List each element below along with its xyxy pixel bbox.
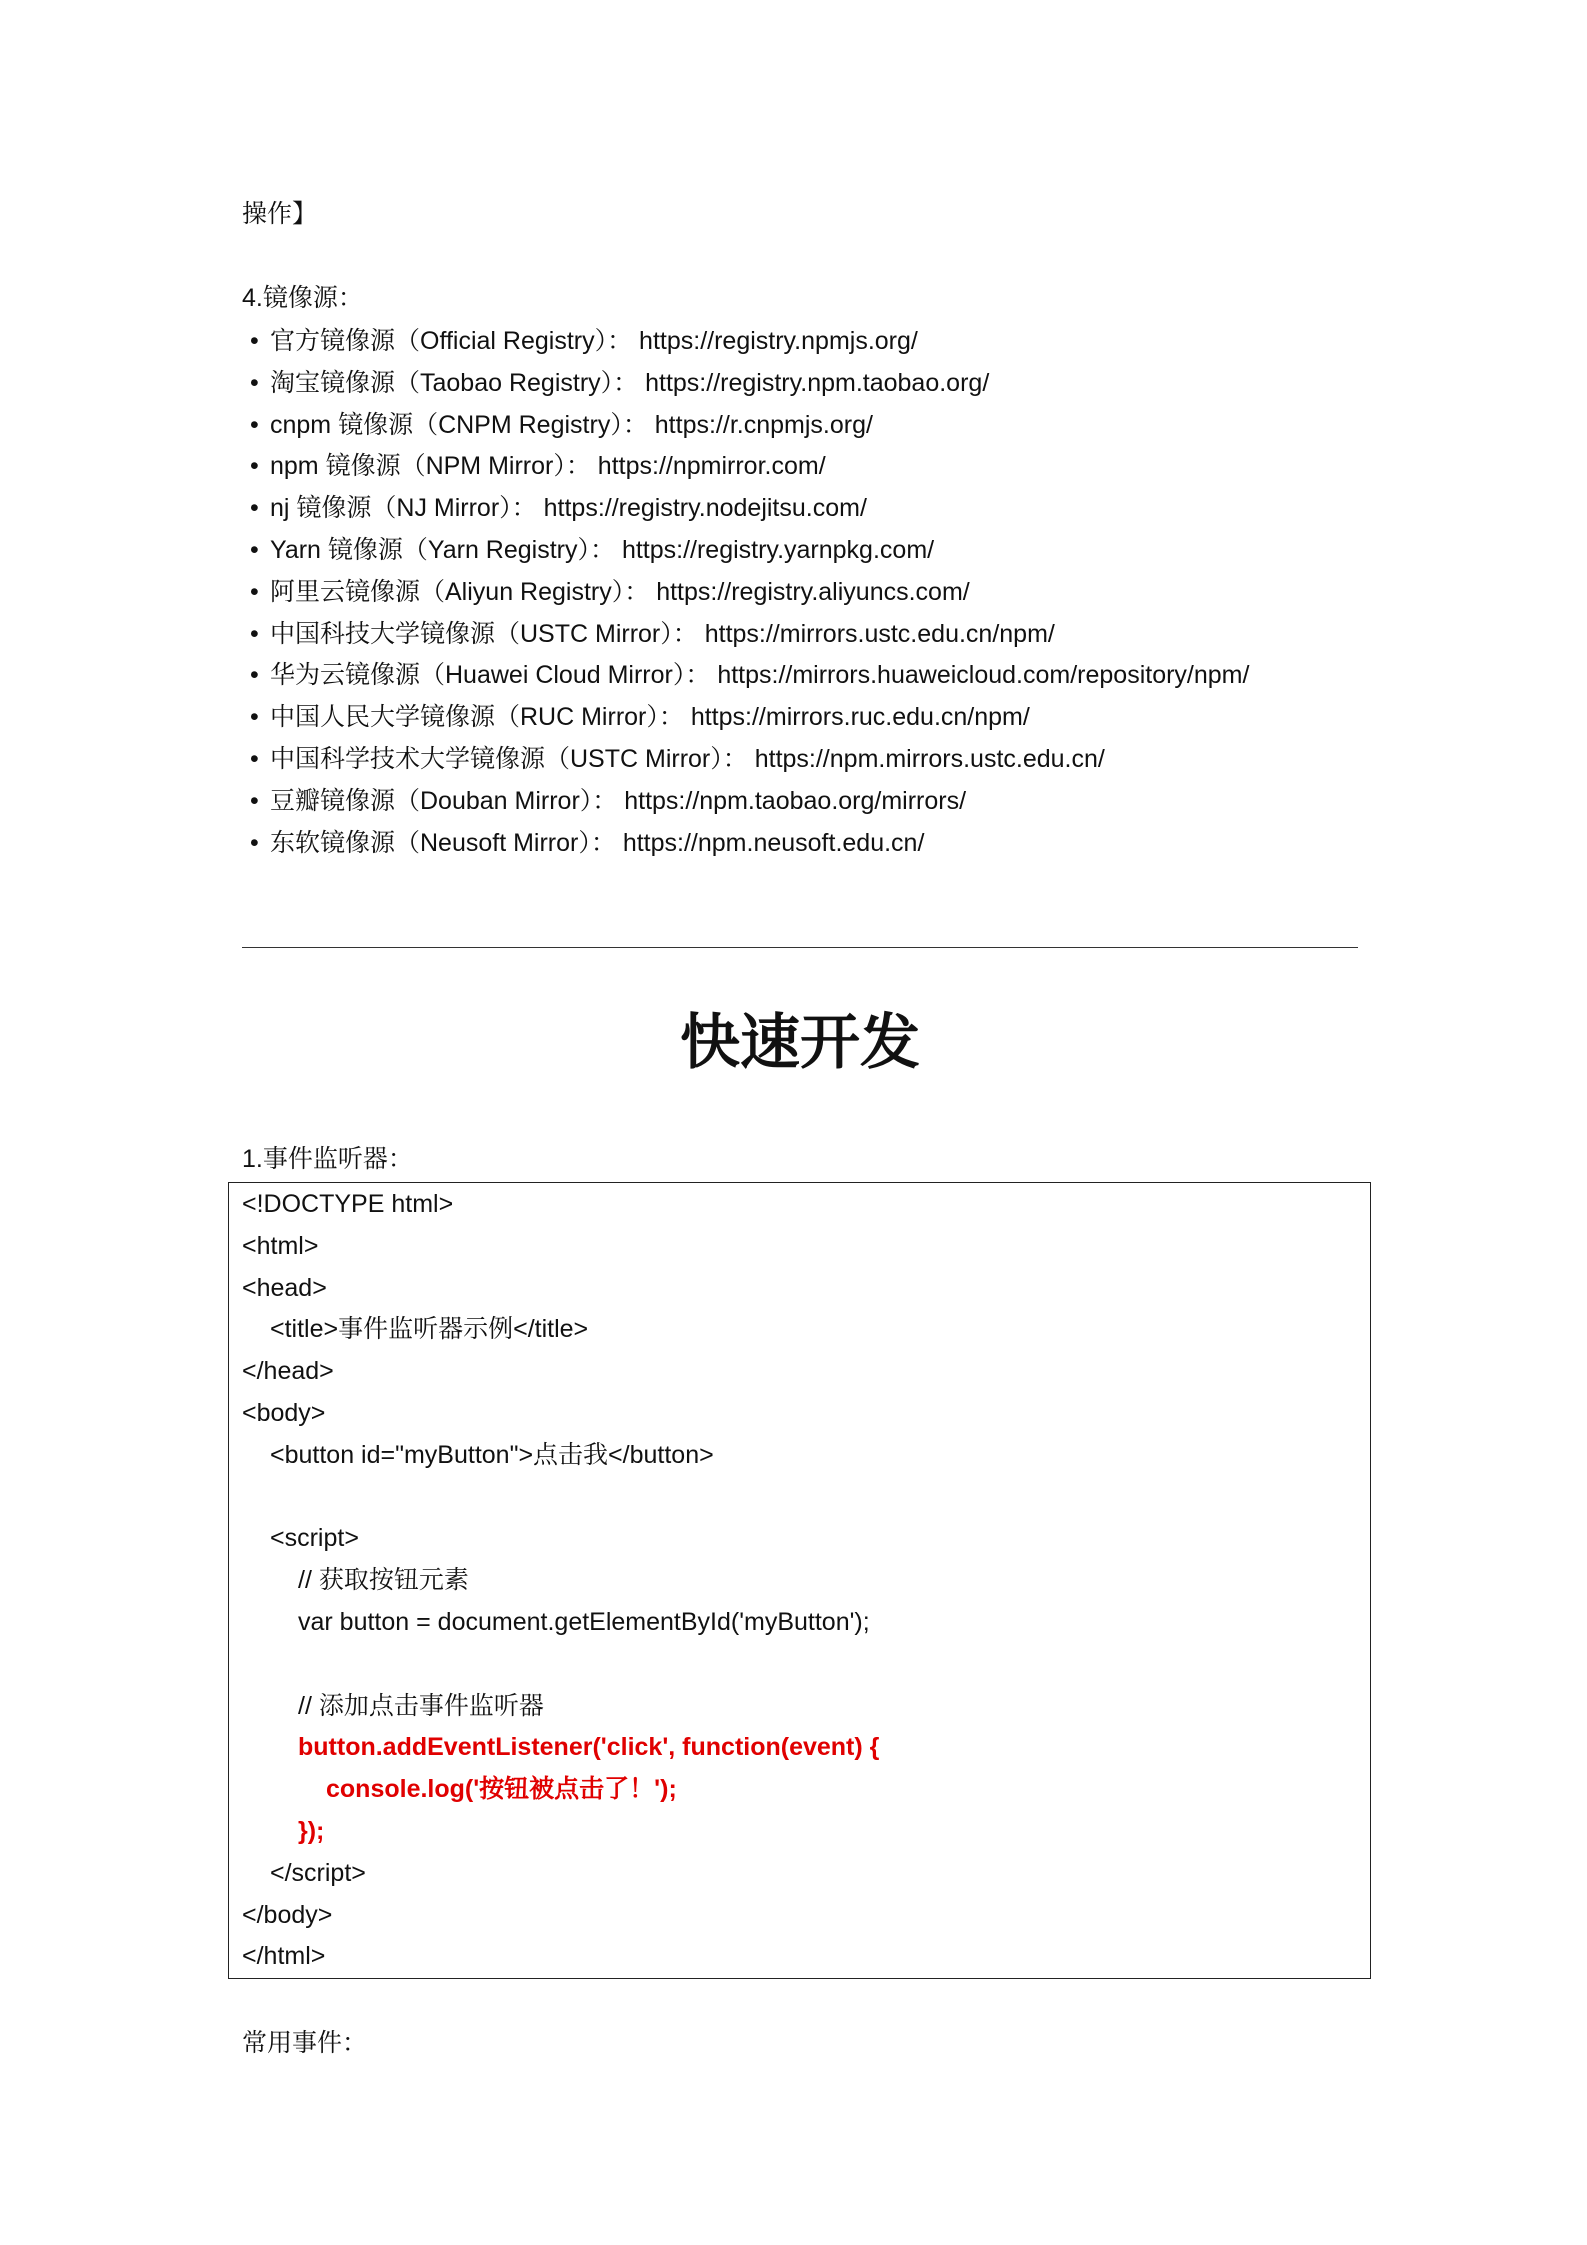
- mirror-url[interactable]: https://npm.mirrors.ustc.edu.cn/: [754, 745, 1105, 773]
- code-line: console.log('按钮被点击了！');: [326, 1775, 677, 1804]
- mirror-url[interactable]: https://mirrors.ruc.edu.cn/npm/: [690, 703, 1030, 732]
- mirror-url[interactable]: https://registry.nodejitsu.com/: [543, 494, 867, 523]
- bullet-icon: •: [250, 828, 259, 857]
- code-line: var button = document.getElementById('myButton');: [298, 1608, 870, 1636]
- mirror-label: 中国人民大学镜像源（RUC Mirror）：: [270, 703, 684, 732]
- mirror-label: 中国科技大学镜像源（USTC Mirror）：: [270, 619, 698, 648]
- code-line: <head>: [242, 1273, 327, 1302]
- mirror-label: 华为云镜像源（Huawei Cloud Mirror）：: [270, 661, 711, 690]
- mirror-item: [250, 785, 966, 817]
- code-line: <!DOCTYPE html>: [242, 1190, 454, 1218]
- code-line: // 获取按钮元素: [298, 1566, 469, 1595]
- mirror-label: 豆瓣镜像源（Douban Mirror）：: [270, 786, 618, 815]
- mirror-item: [250, 367, 989, 399]
- mirror-label: 淘宝镜像源（Taobao Registry）：: [270, 368, 639, 397]
- common-events-heading: 常用事件：: [242, 2029, 368, 2057]
- code-line: </html>: [242, 1942, 326, 1971]
- mirror-url[interactable]: https://r.cnpmjs.org/: [654, 410, 873, 439]
- mirror-item: [250, 492, 867, 524]
- mirror-label: cnpm 镜像源（CNPM Registry）：: [270, 410, 648, 439]
- mirror-url[interactable]: https://npm.neusoft.edu.cn/: [622, 828, 925, 857]
- bullet-icon: •: [250, 368, 259, 397]
- mirror-item: [250, 325, 918, 357]
- bullet-icon: •: [250, 619, 259, 648]
- mirror-item: [250, 576, 970, 608]
- mirror-item: [250, 827, 924, 859]
- code-line: <body>: [242, 1399, 326, 1427]
- mirror-item: [250, 659, 1249, 691]
- mirror-item: [250, 743, 1105, 775]
- code-line: // 添加点击事件监听器: [298, 1691, 544, 1720]
- bullet-icon: •: [250, 494, 259, 523]
- code-line: </script>: [270, 1858, 366, 1887]
- bullet-icon: •: [250, 786, 259, 815]
- code-line: <script>: [270, 1524, 359, 1553]
- bullet-icon: •: [250, 536, 259, 564]
- listener-heading: 1.事件监听器：: [242, 1145, 413, 1173]
- mirror-url[interactable]: https://registry.npmjs.org/: [639, 327, 918, 355]
- section-title: 快速开发: [680, 1009, 920, 1076]
- code-line: <html>: [242, 1231, 319, 1260]
- bullet-icon: •: [250, 661, 259, 690]
- mirror-label: 阿里云镜像源（Aliyun Registry）：: [270, 577, 650, 606]
- previous-section-tail: 操作】: [242, 200, 318, 228]
- mirror-label: npm 镜像源（NPM Mirror）：: [270, 452, 591, 481]
- mirror-label: 东软镜像源（Neusoft Mirror）：: [270, 828, 616, 857]
- mirror-url[interactable]: https://registry.aliyuncs.com/: [656, 577, 970, 606]
- bullet-icon: •: [250, 452, 259, 481]
- mirror-item: [250, 450, 826, 482]
- mirror-item: [250, 701, 1030, 733]
- bullet-icon: •: [250, 410, 259, 439]
- code-line: <button id="myButton">点击我</button>: [270, 1440, 714, 1469]
- mirror-url[interactable]: https://registry.npm.taobao.org/: [645, 368, 990, 397]
- mirror-url[interactable]: https://mirrors.ustc.edu.cn/npm/: [704, 619, 1055, 648]
- code-line: button.addEventListener('click', function(event) {: [298, 1733, 880, 1762]
- mirror-label: Yarn 镜像源（Yarn Registry）：: [270, 536, 615, 564]
- bullet-icon: •: [250, 577, 259, 606]
- mirror-url[interactable]: https://mirrors.huaweicloud.com/repository/npm/: [717, 661, 1250, 690]
- bullet-icon: •: [250, 327, 259, 355]
- mirror-item: [250, 409, 873, 441]
- mirror-label: 中国科学技术大学镜像源（USTC Mirror）：: [270, 745, 748, 773]
- mirror-item: [250, 618, 1055, 650]
- divider: [242, 947, 1358, 948]
- mirror-url[interactable]: https://npmirror.com/: [597, 452, 826, 481]
- mirror-label: nj 镜像源（NJ Mirror）：: [270, 494, 537, 523]
- bullet-icon: •: [250, 745, 259, 773]
- bullet-icon: •: [250, 703, 259, 732]
- mirror-url[interactable]: https://npm.taobao.org/mirrors/: [624, 786, 967, 815]
- mirrors-heading: 4.镜像源：: [242, 284, 363, 312]
- code-line: </body>: [242, 1900, 333, 1929]
- mirror-label: 官方镜像源（Official Registry）：: [270, 327, 633, 355]
- code-line: </head>: [242, 1357, 334, 1386]
- mirror-url[interactable]: https://registry.yarnpkg.com/: [621, 536, 935, 564]
- code-line: <title>事件监听器示例</title>: [270, 1315, 589, 1344]
- code-line: });: [298, 1817, 325, 1845]
- mirror-item: [250, 534, 934, 566]
